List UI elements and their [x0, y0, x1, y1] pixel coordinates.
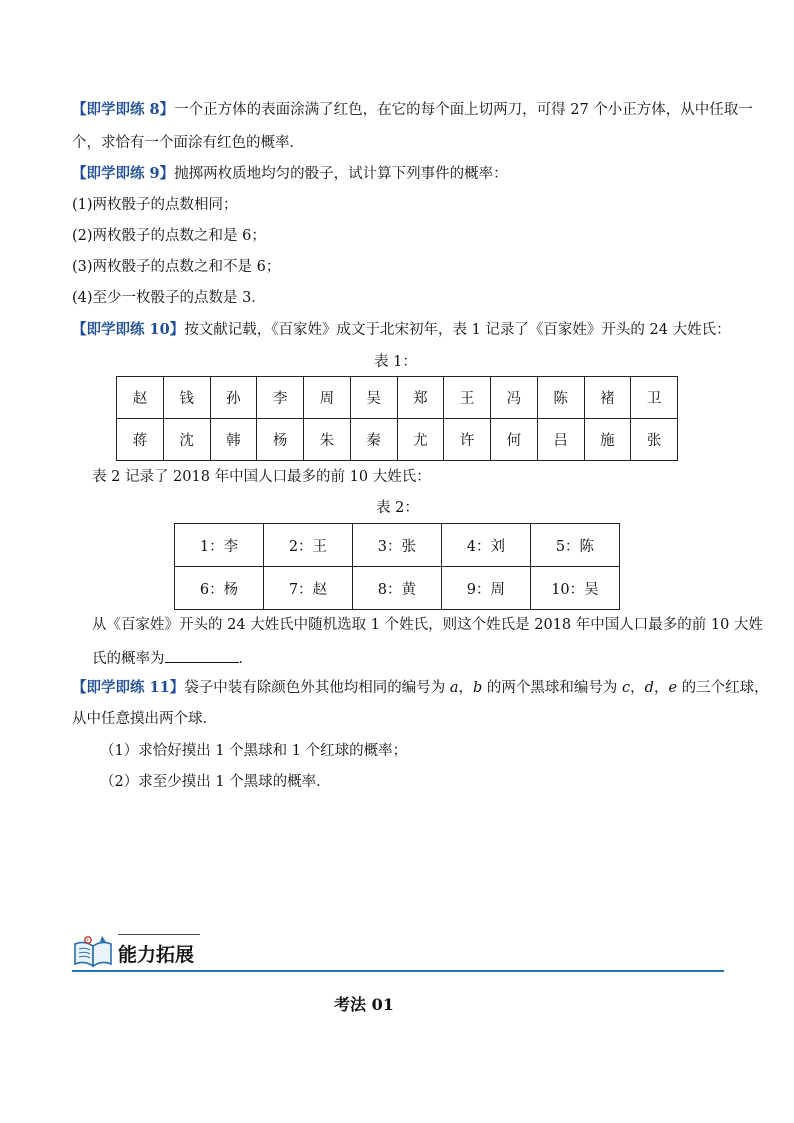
method-title: 考法 01: [334, 995, 394, 1014]
table1-cell: 陈: [537, 377, 584, 419]
ex10-tag: 【即学即练 10】: [72, 321, 185, 338]
ex9-line1: [72, 164, 508, 184]
ex11-var-a: a: [449, 680, 459, 696]
surname-table-2: [174, 523, 620, 610]
ex8-text1: 一个正方体的表面涂满了红色，在它的每个面上切两刀，可得 27 个小正方体，从中任取一: [174, 102, 753, 118]
table1-cell: 沈: [163, 419, 210, 461]
ex11-p3: 的三个红球，: [677, 680, 769, 696]
ex11-var-e: e: [668, 680, 678, 696]
svg-text:?: ?: [86, 938, 89, 945]
ex10-text1: 按文献记载，《百家姓》成文于北宋初年，表 1 记录了《百家姓》开头的 24 大姓氏：: [184, 322, 731, 338]
table1-cell: 王: [444, 377, 491, 419]
ex11-sep2: ，: [630, 680, 645, 696]
table1-cell: 吴: [350, 377, 397, 419]
ex11-question-2: （2）求至少摸出 1 个黑球的概率．: [100, 774, 331, 790]
table1-row: [117, 377, 678, 419]
ex11-p2: 的两个黑球和编号为: [482, 680, 623, 696]
table1-cell: 吕: [537, 419, 584, 461]
table1-caption: 表 1：: [374, 354, 417, 370]
ex9-item-3: (3)两枚骰子的点数之和不是 6；: [72, 259, 281, 275]
open-book-icon: [72, 932, 114, 970]
ex10-line1: [72, 320, 731, 340]
ex11-sep1: ，: [458, 680, 473, 696]
table1-cell: 褚: [584, 377, 631, 419]
surname-table-1: [116, 376, 678, 461]
table2-cell: 10：吴: [530, 567, 619, 610]
table1-cell: 施: [584, 419, 631, 461]
table1-cell: 尤: [397, 419, 444, 461]
section-heading: [72, 930, 724, 974]
table1-cell: 卫: [631, 377, 678, 419]
ex11-sep3: ，: [653, 680, 669, 696]
ex9-item-1: (1)两枚骰子的点数相同；: [72, 197, 238, 213]
ex9-tag: 【即学即练 9】: [72, 165, 175, 182]
ex8-line2: 个，求恰有一个面涂有红色的概率．: [72, 135, 304, 151]
ex8-line1: [72, 100, 753, 120]
table1-cell: 冯: [491, 377, 538, 419]
table2-cell: 5：陈: [530, 524, 619, 567]
ex9-item-2: (2)两枚骰子的点数之和是 6；: [72, 228, 266, 244]
table2-cell: 8：黄: [352, 567, 441, 610]
table2-cell: 4：刘: [441, 524, 530, 567]
ex11-tag: 【即学即练 11】: [72, 679, 185, 696]
table2-row: [175, 524, 620, 567]
table2-cell: 3：张: [352, 524, 441, 567]
table1-cell: 朱: [304, 419, 351, 461]
table2-cell: 9：周: [441, 567, 530, 610]
ex10-line3: 从《百家姓》开头的 24 大姓氏中随机选取 1 个姓氏，则这个姓氏是 2018 年中国人口最多的前 10 大姓: [92, 617, 763, 633]
table2-cell: 6：杨: [175, 567, 264, 610]
ex10-line4-suffix: ．: [238, 651, 253, 667]
table2-caption: 表 2：: [376, 500, 419, 516]
table2-cell: 2：王: [263, 524, 352, 567]
table2-cell: 7：赵: [263, 567, 352, 610]
ex11-var-b: b: [473, 680, 483, 696]
section-rule: [72, 970, 724, 972]
ex11-var-c: c: [622, 680, 631, 696]
ex11-line1: [72, 678, 769, 698]
ex11-p1: 袋子中装有除颜色外其他均相同的编号为: [184, 680, 450, 696]
table1-cell: 周: [304, 377, 351, 419]
table1-cell: 张: [631, 419, 678, 461]
table1-cell: 郑: [397, 377, 444, 419]
table2-cell: 1：李: [175, 524, 264, 567]
table1-cell: 何: [491, 419, 538, 461]
table2-row: [175, 567, 620, 610]
table1-cell: 赵: [117, 377, 164, 419]
ex10-line2: 表 2 记录了 2018 年中国人口最多的前 10 大姓氏：: [92, 469, 431, 485]
ex11-var-d: d: [644, 680, 654, 696]
ex10-line4: [92, 646, 253, 669]
heading-overline: [118, 934, 200, 935]
table1-cell: 孙: [210, 377, 257, 419]
table1-row: [117, 419, 678, 461]
ex11-line2: 从中任意摸出两个球．: [72, 711, 217, 727]
table1-cell: 杨: [257, 419, 304, 461]
ex9-item-4: (4)至少一枚骰子的点数是 3．: [72, 290, 266, 306]
ex9-text1: 抛掷两枚质地均匀的骰子，试计算下列事件的概率：: [174, 166, 508, 182]
table1-cell: 韩: [210, 419, 257, 461]
table1-cell: 李: [257, 377, 304, 419]
ex10-line4-prefix: 氏的概率为: [92, 651, 165, 667]
table1-cell: 蒋: [117, 419, 164, 461]
section-title: 能力拓展: [118, 944, 195, 966]
table1-cell: 许: [444, 419, 491, 461]
answer-blank: [165, 646, 239, 663]
ex8-tag: 【即学即练 8】: [72, 101, 175, 118]
ex11-question-1: （1）求恰好摸出 1 个黑球和 1 个红球的概率；: [100, 743, 408, 759]
table1-cell: 秦: [350, 419, 397, 461]
table1-cell: 钱: [163, 377, 210, 419]
